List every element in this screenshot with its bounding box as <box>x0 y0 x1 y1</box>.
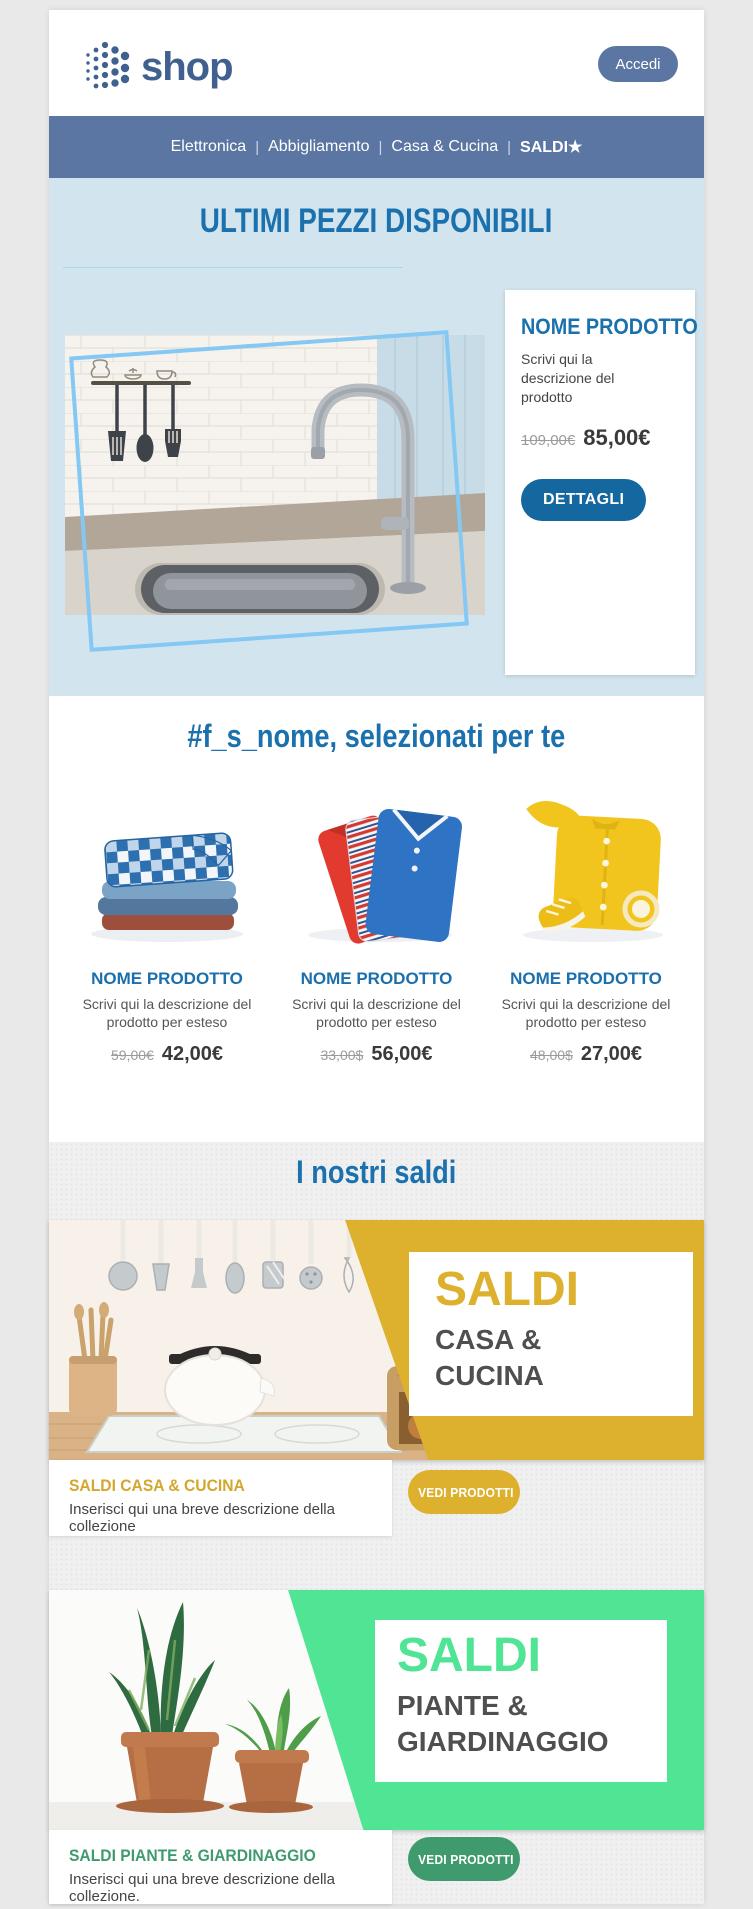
nav-item-casa-cucina[interactable]: Casa & Cucina <box>391 138 499 155</box>
product-description: Scrivi qui la descrizione del prodotto per esteso <box>82 996 252 1031</box>
product-name[interactable]: NOME PRODOTTO <box>510 969 662 988</box>
banner-line: PIANTE & <box>397 1690 528 1721</box>
vedi-prodotti-button[interactable]: VEDI PRODOTTI <box>408 1470 520 1514</box>
banner-text-box <box>375 1620 667 1782</box>
collection-name: SALDI CASA & CUCINA <box>69 1476 245 1495</box>
hero-product-price: 85,00€ <box>583 424 651 450</box>
product-old-price: 48,00$ <box>530 1047 573 1064</box>
product-name[interactable]: NOME PRODOTTO <box>300 969 453 988</box>
product-description: Scrivi qui la descrizione del prodotto per esteso <box>501 996 671 1031</box>
nav-item-saldi[interactable]: SALDI★ <box>520 139 583 156</box>
dettagli-button[interactable]: DETTAGLI <box>521 479 646 521</box>
sales-title: I nostri saldi <box>296 1154 457 1190</box>
collection-description: Inserisci qui una breve descrizione della collezione. <box>69 1871 335 1905</box>
hero-product-card <box>505 290 698 675</box>
hero-divider <box>63 267 403 268</box>
product-image-folded-shirts[interactable] <box>74 793 260 945</box>
header <box>49 10 704 116</box>
product-card <box>277 793 477 1066</box>
banner-line: GIARDINAGGIO <box>397 1726 609 1758</box>
sales-section <box>49 1142 704 1904</box>
nav-item-elettronica[interactable]: Elettronica <box>170 138 247 155</box>
collection-info <box>49 1830 392 1904</box>
product-price: 56,00€ <box>371 1043 433 1066</box>
product-price: 27,00€ <box>580 1043 642 1066</box>
logo-text: shop <box>141 45 233 89</box>
collection-info <box>49 1460 392 1536</box>
banner-line: CASA & <box>435 1324 542 1355</box>
nav-separator: | <box>255 138 260 156</box>
banner-piante-giardinaggio[interactable] <box>49 1590 704 1830</box>
product-price: 42,00€ <box>161 1043 223 1066</box>
product-old-price: 33,00$ <box>320 1047 364 1064</box>
collection-description: Inserisci qui una breve descrizione della collezione <box>69 1501 335 1535</box>
product-image-polo-shirts[interactable] <box>284 793 470 945</box>
banner-line: CUCINA <box>435 1360 544 1392</box>
hero-product-description: Scrivi qui la descrizione del prodotto <box>521 350 615 405</box>
selection-title: #f_s_nome, selezionati per te <box>187 718 566 754</box>
product-image-yellow-cardigan[interactable] <box>493 793 679 945</box>
login-button[interactable]: Accedi <box>598 46 678 82</box>
product-description: Scrivi qui la descrizione del prodotto per esteso <box>292 996 461 1031</box>
collection-row-piante-giardinaggio <box>49 1830 704 1904</box>
nav-item-abbigliamento[interactable]: Abbigliamento <box>268 138 370 155</box>
product-card <box>67 793 267 1066</box>
nav-separator: | <box>507 138 512 156</box>
selection-section <box>49 696 704 1142</box>
hero-title: ULTIMI PEZZI DISPONIBILI <box>200 202 553 240</box>
collection-row-casa-cucina <box>49 1460 704 1540</box>
banner-text-box <box>409 1252 693 1416</box>
banner-casa-cucina[interactable] <box>49 1220 704 1460</box>
shop-logo[interactable] <box>81 37 233 98</box>
product-card <box>486 793 686 1066</box>
hero-product-old-price: 109,00€ <box>521 431 576 449</box>
vedi-prodotti-button[interactable]: VEDI PRODOTTI <box>408 1837 520 1881</box>
banner-word: SALDI <box>435 1263 579 1316</box>
hero-section <box>49 178 704 696</box>
hero-kitchen-image[interactable] <box>65 335 485 615</box>
nav-separator: | <box>378 138 383 156</box>
hero-product-name[interactable]: NOME PRODOTTO <box>521 314 698 339</box>
nav-bar <box>49 116 704 178</box>
product-name[interactable]: NOME PRODOTTO <box>91 969 243 988</box>
collection-name: SALDI PIANTE & GIARDINAGGIO <box>69 1846 316 1865</box>
logo-dots-icon <box>81 37 133 98</box>
banner-word: SALDI <box>397 1629 541 1682</box>
product-old-price: 59,00€ <box>111 1047 154 1064</box>
email-body <box>49 10 704 1904</box>
